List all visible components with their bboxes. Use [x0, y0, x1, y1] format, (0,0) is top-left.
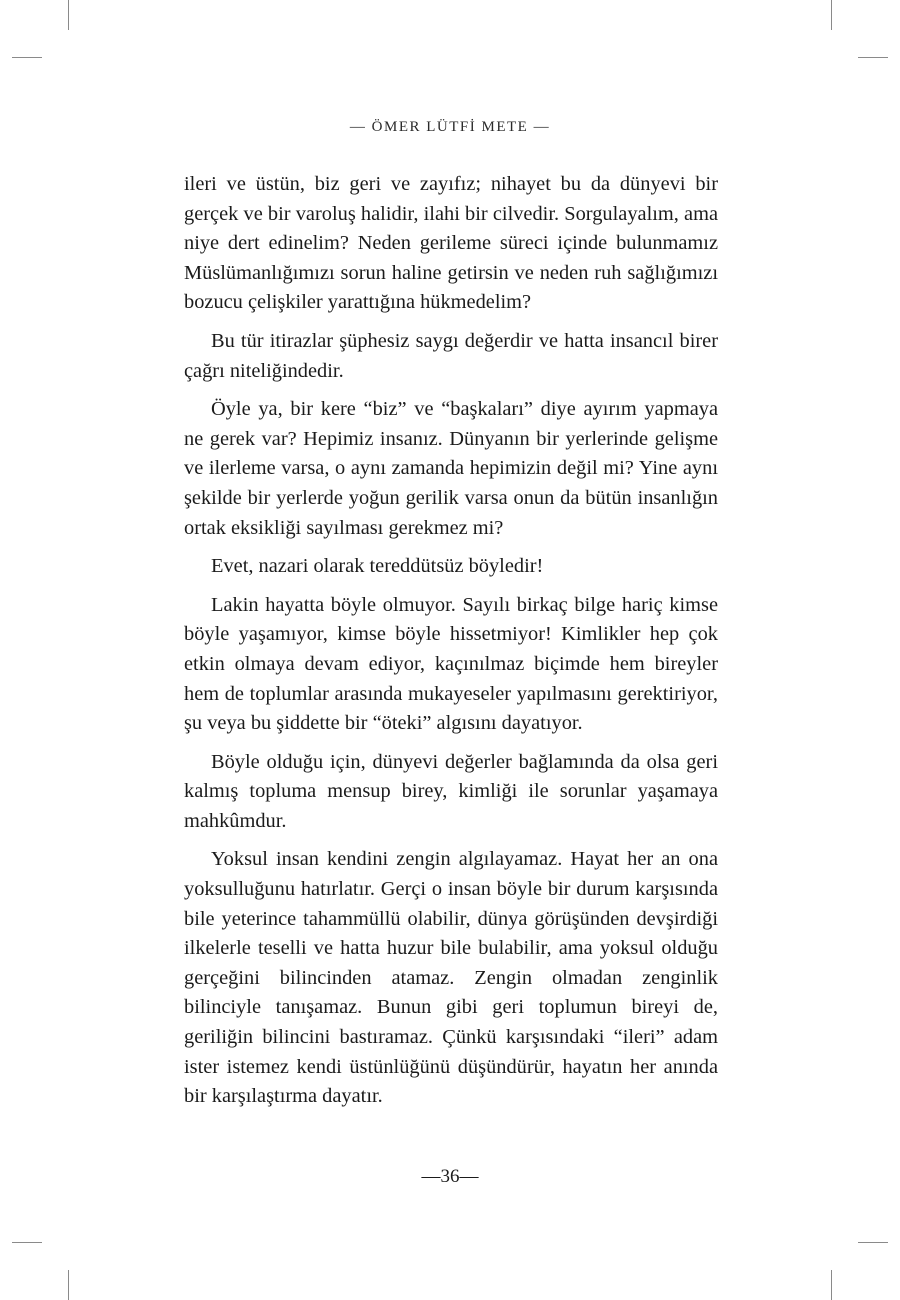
paragraph: Evet, nazari olarak tereddütsüz böyledir! — [211, 555, 544, 578]
page-number: —36— — [421, 1166, 479, 1187]
crop-mark-top-left — [68, 0, 69, 30]
crop-mark-bottom-right — [831, 1270, 832, 1300]
paragraph: Yoksul insan kendini zengin algılayamaz. Hayat her an ona yoksulluğunu hatırlatır. Gerçi o insan böyle bir durum karşısında bile yeterince tahammüllü olabilir, dünya görüşünden devşirdiği ilkelerle teselli ve hatta huzur bile bulabilir, ama yoksul olduğu gerçeğini bilincinden atamaz. Zengin olmadan zenginlik bilinciyle tanışamaz. Bunun gibi geri toplumun bireyi de, geriliğin bilincini bastıramaz. Çünkü karşısındaki “ileri” adam ister istemez kendi üstünlüğünü düşündürür, hayatın her anında bir karşılaştırma dayatır. — [184, 848, 718, 1108]
crop-mark-bottom-left — [68, 1270, 69, 1300]
paragraph: Bu tür itirazlar şüphesiz saygı değerdir ve hatta insancıl birer çağrı niteliğindedir. — [184, 329, 718, 382]
running-head: — ÖMER LÜTFİ METE — — [349, 119, 551, 135]
crop-mark-left-bottom — [12, 1242, 42, 1243]
paragraph: Öyle ya, bir kere “biz” ve “başkaları” diye ayırım yapmaya ne gerek var? Hepimiz insanız. Dünyanın bir yerlerinde gelişme ve ilerleme varsa, o aynı zamanda hepimizin değil mi? Yine aynı şekilde bir yerlerde yoğun gerilik varsa onun da bütün insanlığın ortak eksikliği sayılması gerekmez mi? — [184, 398, 718, 539]
crop-mark-top-right — [831, 0, 832, 30]
paragraph: ileri ve üstün, biz geri ve zayıfız; nihayet bu da dünyevi bir gerçek ve bir varoluş halidir, ilahi bir cilvedir. Sorgulayalım, ama niye dert edinelim? Neden gerileme süreci içinde bulunmamız Müslümanlığımızı sorun haline getirsin ve neden ruh sağlığımızı bozucu çelişkiler yarattığına hükmedelim? — [184, 173, 718, 314]
crop-mark-right-bottom — [858, 1242, 888, 1243]
body-text — [184, 170, 718, 1121]
crop-mark-right-top — [858, 57, 888, 58]
crop-mark-left-top — [12, 57, 42, 58]
paragraph: Lakin hayatta böyle olmuyor. Sayılı birkaç bilge hariç kimse böyle yaşamıyor, kimse böyle hissetmiyor! Kimlikler hep çok etkin olmaya devam ediyor, kaçınılmaz biçimde hem bireyler hem de toplumlar arasında mukayeseler yapılmasını gerektiriyor, şu veya bu şiddette bir “öteki” algısını dayatıyor. — [184, 593, 718, 735]
paragraph: Böyle olduğu için, dünyevi değerler bağlamında da olsa geri kalmış topluma mensup birey, kimliği ile sorunlar yaşamaya mahkûmdur. — [184, 750, 718, 832]
